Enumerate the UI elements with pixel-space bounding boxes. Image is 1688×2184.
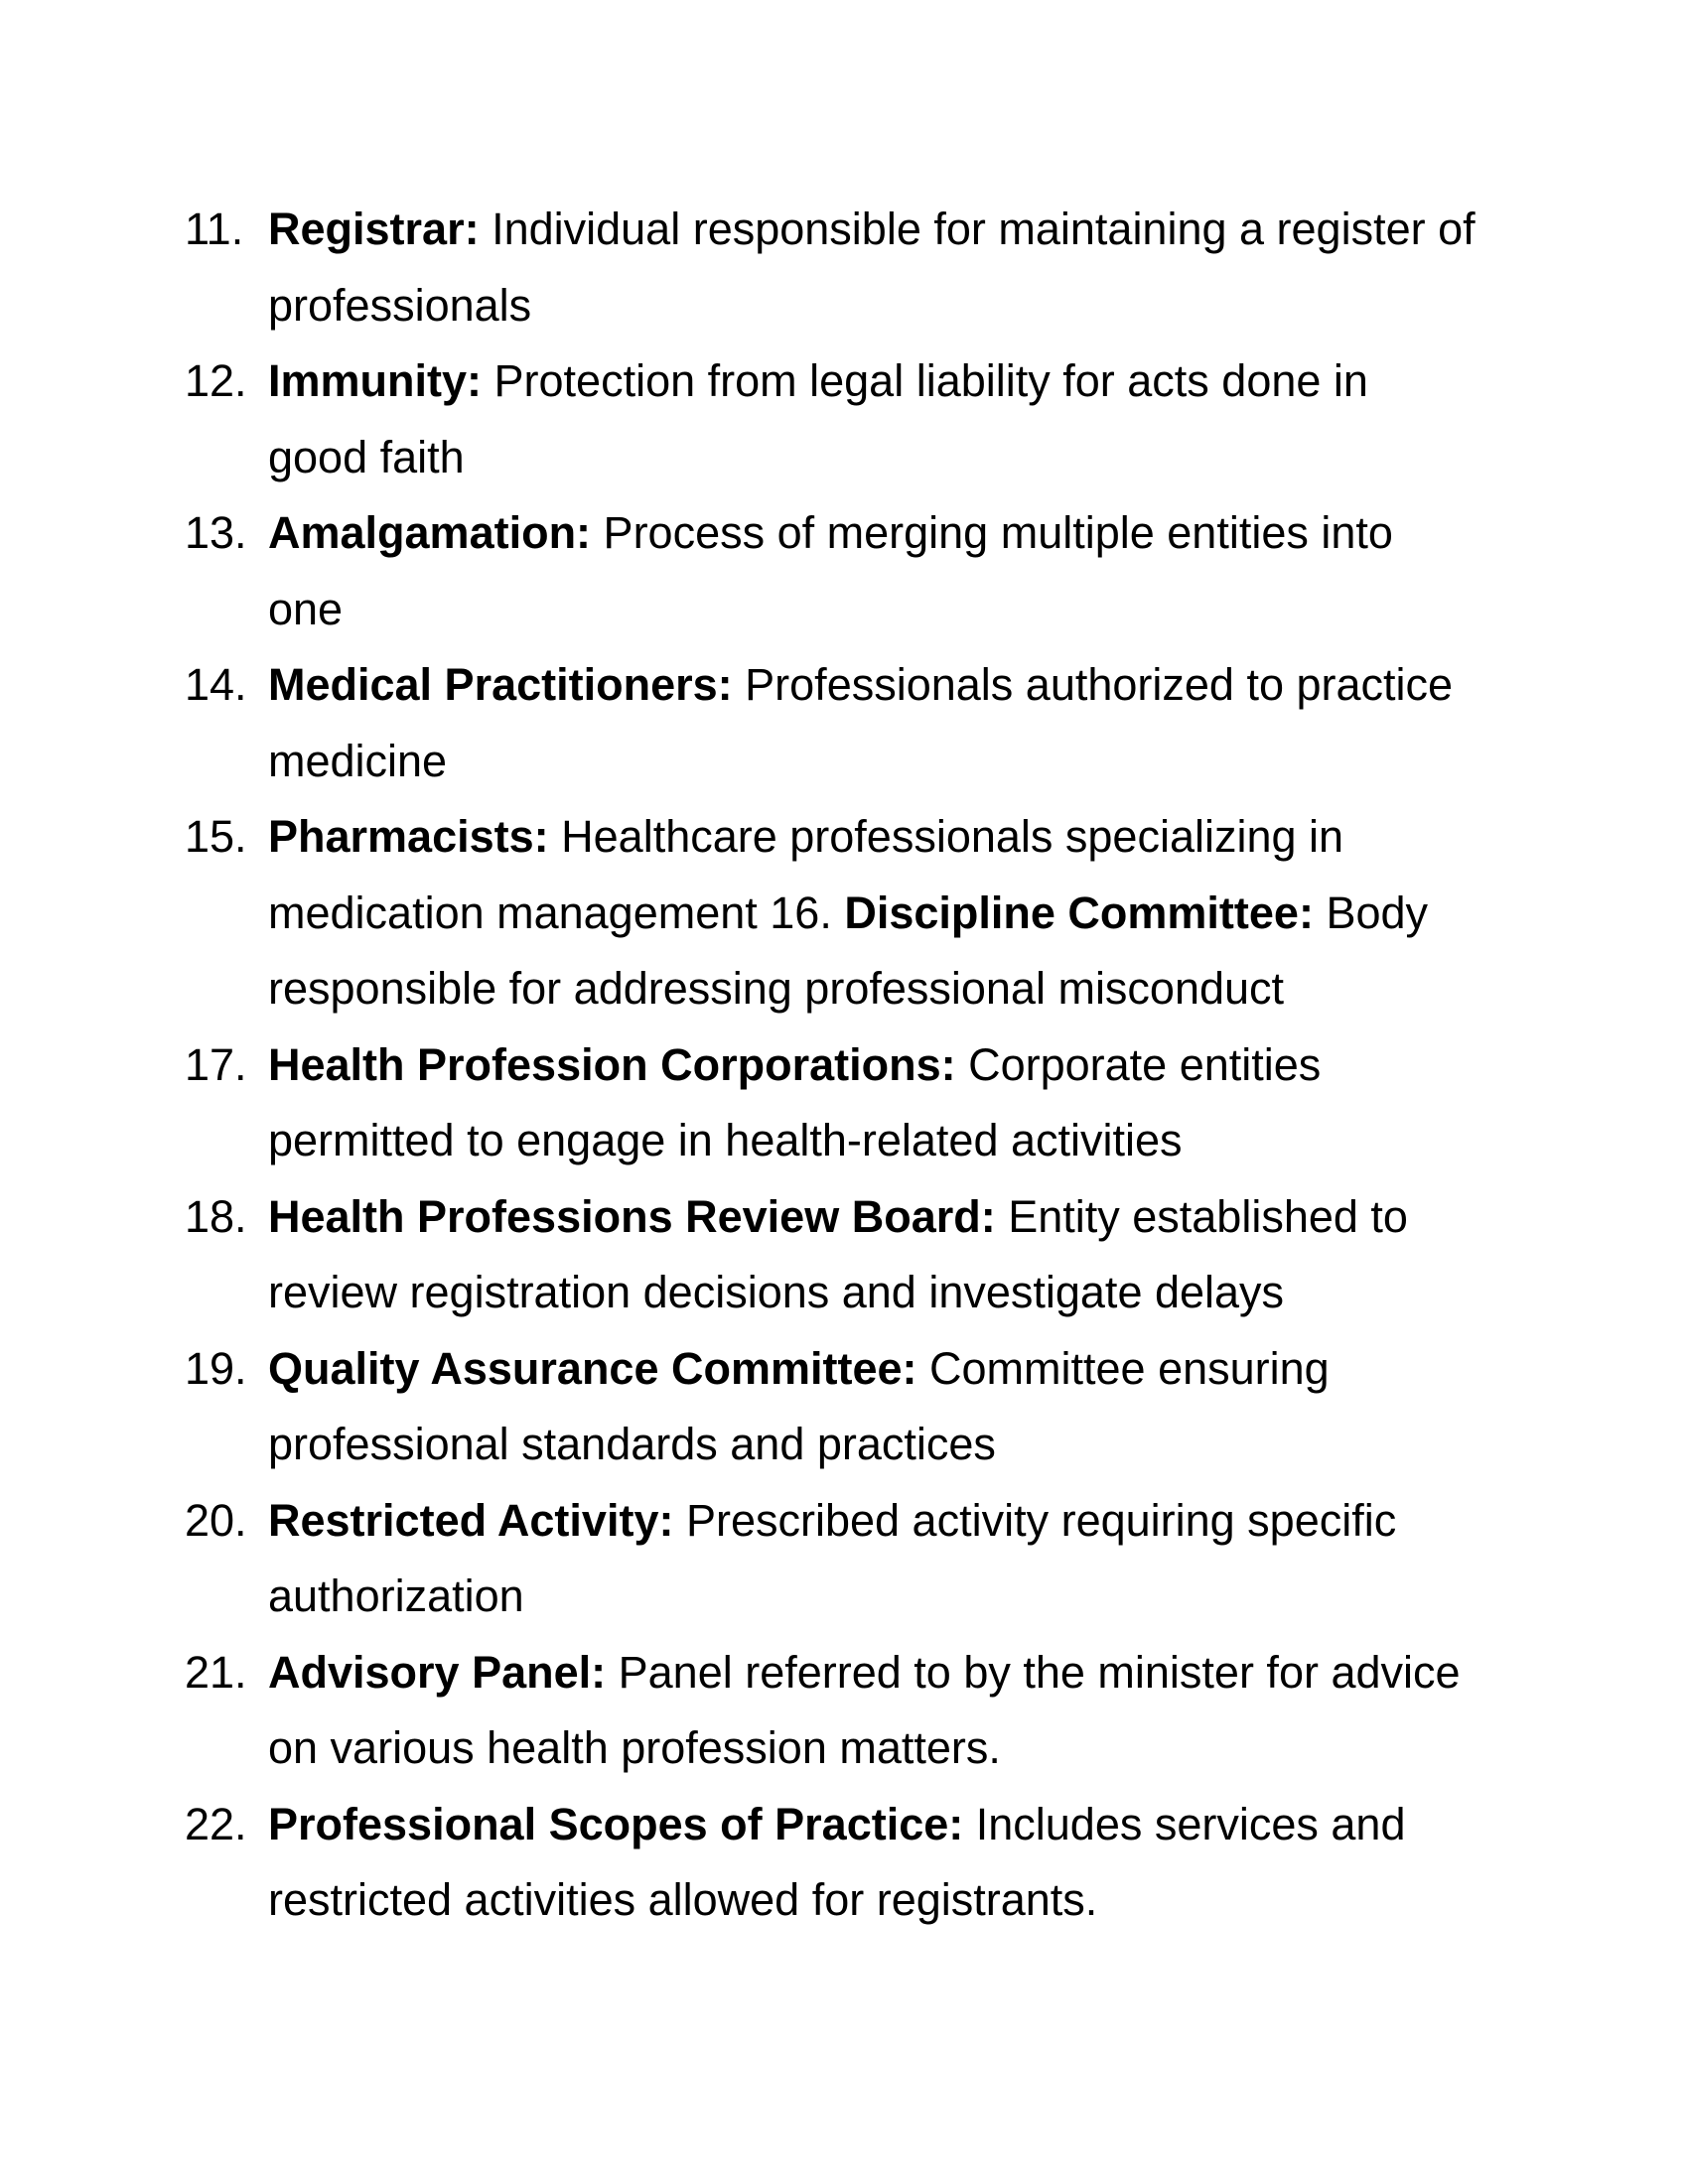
item-number: 12. <box>185 355 247 406</box>
item-term: Quality Assurance Committee: <box>268 1342 917 1394</box>
item-text <box>268 1635 1476 1787</box>
item-text <box>268 1027 1476 1179</box>
item-definition-inline: Body responsible for addressing professional misconduct <box>268 887 1429 1014</box>
item-definition: Entity established to review registration decisions and investigate delays <box>268 1190 1408 1317</box>
item-term: Immunity: <box>268 355 483 406</box>
item-number: 11. <box>185 204 244 254</box>
item-definition: Committee ensuring professional standards and practices <box>268 1342 1330 1469</box>
item-definition: Process of merging multiple entities into one <box>268 507 1393 634</box>
item-definition: Corporate entities permitted to engage in health-related activities <box>268 1038 1322 1165</box>
list-item <box>185 1331 1476 1483</box>
item-definition: Healthcare professionals specializing in medication management 16. <box>268 811 1344 938</box>
item-term: Medical Practitioners: <box>268 659 733 710</box>
item-term: Health Profession Corporations: <box>268 1038 956 1090</box>
item-text <box>268 1787 1476 1939</box>
item-number: 18. <box>185 1190 247 1242</box>
list-item <box>185 495 1476 647</box>
item-definition: Includes services and restricted activities allowed for registrants. <box>268 1798 1406 1925</box>
item-number: 22. <box>185 1798 247 1849</box>
item-number: 15. <box>185 811 247 862</box>
list-item <box>185 1635 1476 1787</box>
item-text <box>268 1483 1476 1635</box>
item-text <box>268 799 1476 1027</box>
item-number: 20. <box>185 1494 247 1546</box>
item-number: 17. <box>185 1038 247 1090</box>
list-item <box>185 799 1476 1027</box>
item-text <box>268 495 1476 647</box>
item-number: 19. <box>185 1342 247 1394</box>
item-definition: Protection from legal liability for acts done in good faith <box>268 355 1368 482</box>
item-definition: Prescribed activity requiring specific authorization <box>268 1494 1397 1621</box>
list-item <box>185 343 1476 495</box>
list-item <box>185 647 1476 799</box>
item-definition: Individual responsible for maintaining a register of professionals <box>268 204 1476 331</box>
item-text <box>268 647 1476 799</box>
list-item <box>185 1483 1476 1635</box>
item-text <box>268 343 1476 495</box>
glossary-list <box>185 192 1476 1939</box>
item-text <box>268 192 1476 343</box>
list-item <box>185 1027 1476 1179</box>
item-definition: Professionals authorized to practice medicine <box>268 659 1454 786</box>
item-term: Health Professions Review Board: <box>268 1190 996 1242</box>
item-term: Advisory Panel: <box>268 1646 607 1698</box>
item-number: 21. <box>185 1646 247 1698</box>
list-item <box>185 1787 1476 1939</box>
item-text <box>268 1179 1476 1331</box>
item-number: 13. <box>185 507 247 558</box>
item-text <box>268 1331 1476 1483</box>
item-term: Professional Scopes of Practice: <box>268 1798 964 1849</box>
item-term: Registrar: <box>268 204 480 254</box>
item-term: Pharmacists: <box>268 811 549 862</box>
item-term-inline: Discipline Committee: <box>844 887 1314 938</box>
item-number: 14. <box>185 659 247 710</box>
item-term: Amalgamation: <box>268 507 592 558</box>
item-definition: Panel referred to by the minister for advice on various health profession matters. <box>268 1646 1461 1773</box>
list-item <box>185 1179 1476 1331</box>
item-term: Restricted Activity: <box>268 1494 674 1546</box>
list-item <box>185 192 1476 343</box>
